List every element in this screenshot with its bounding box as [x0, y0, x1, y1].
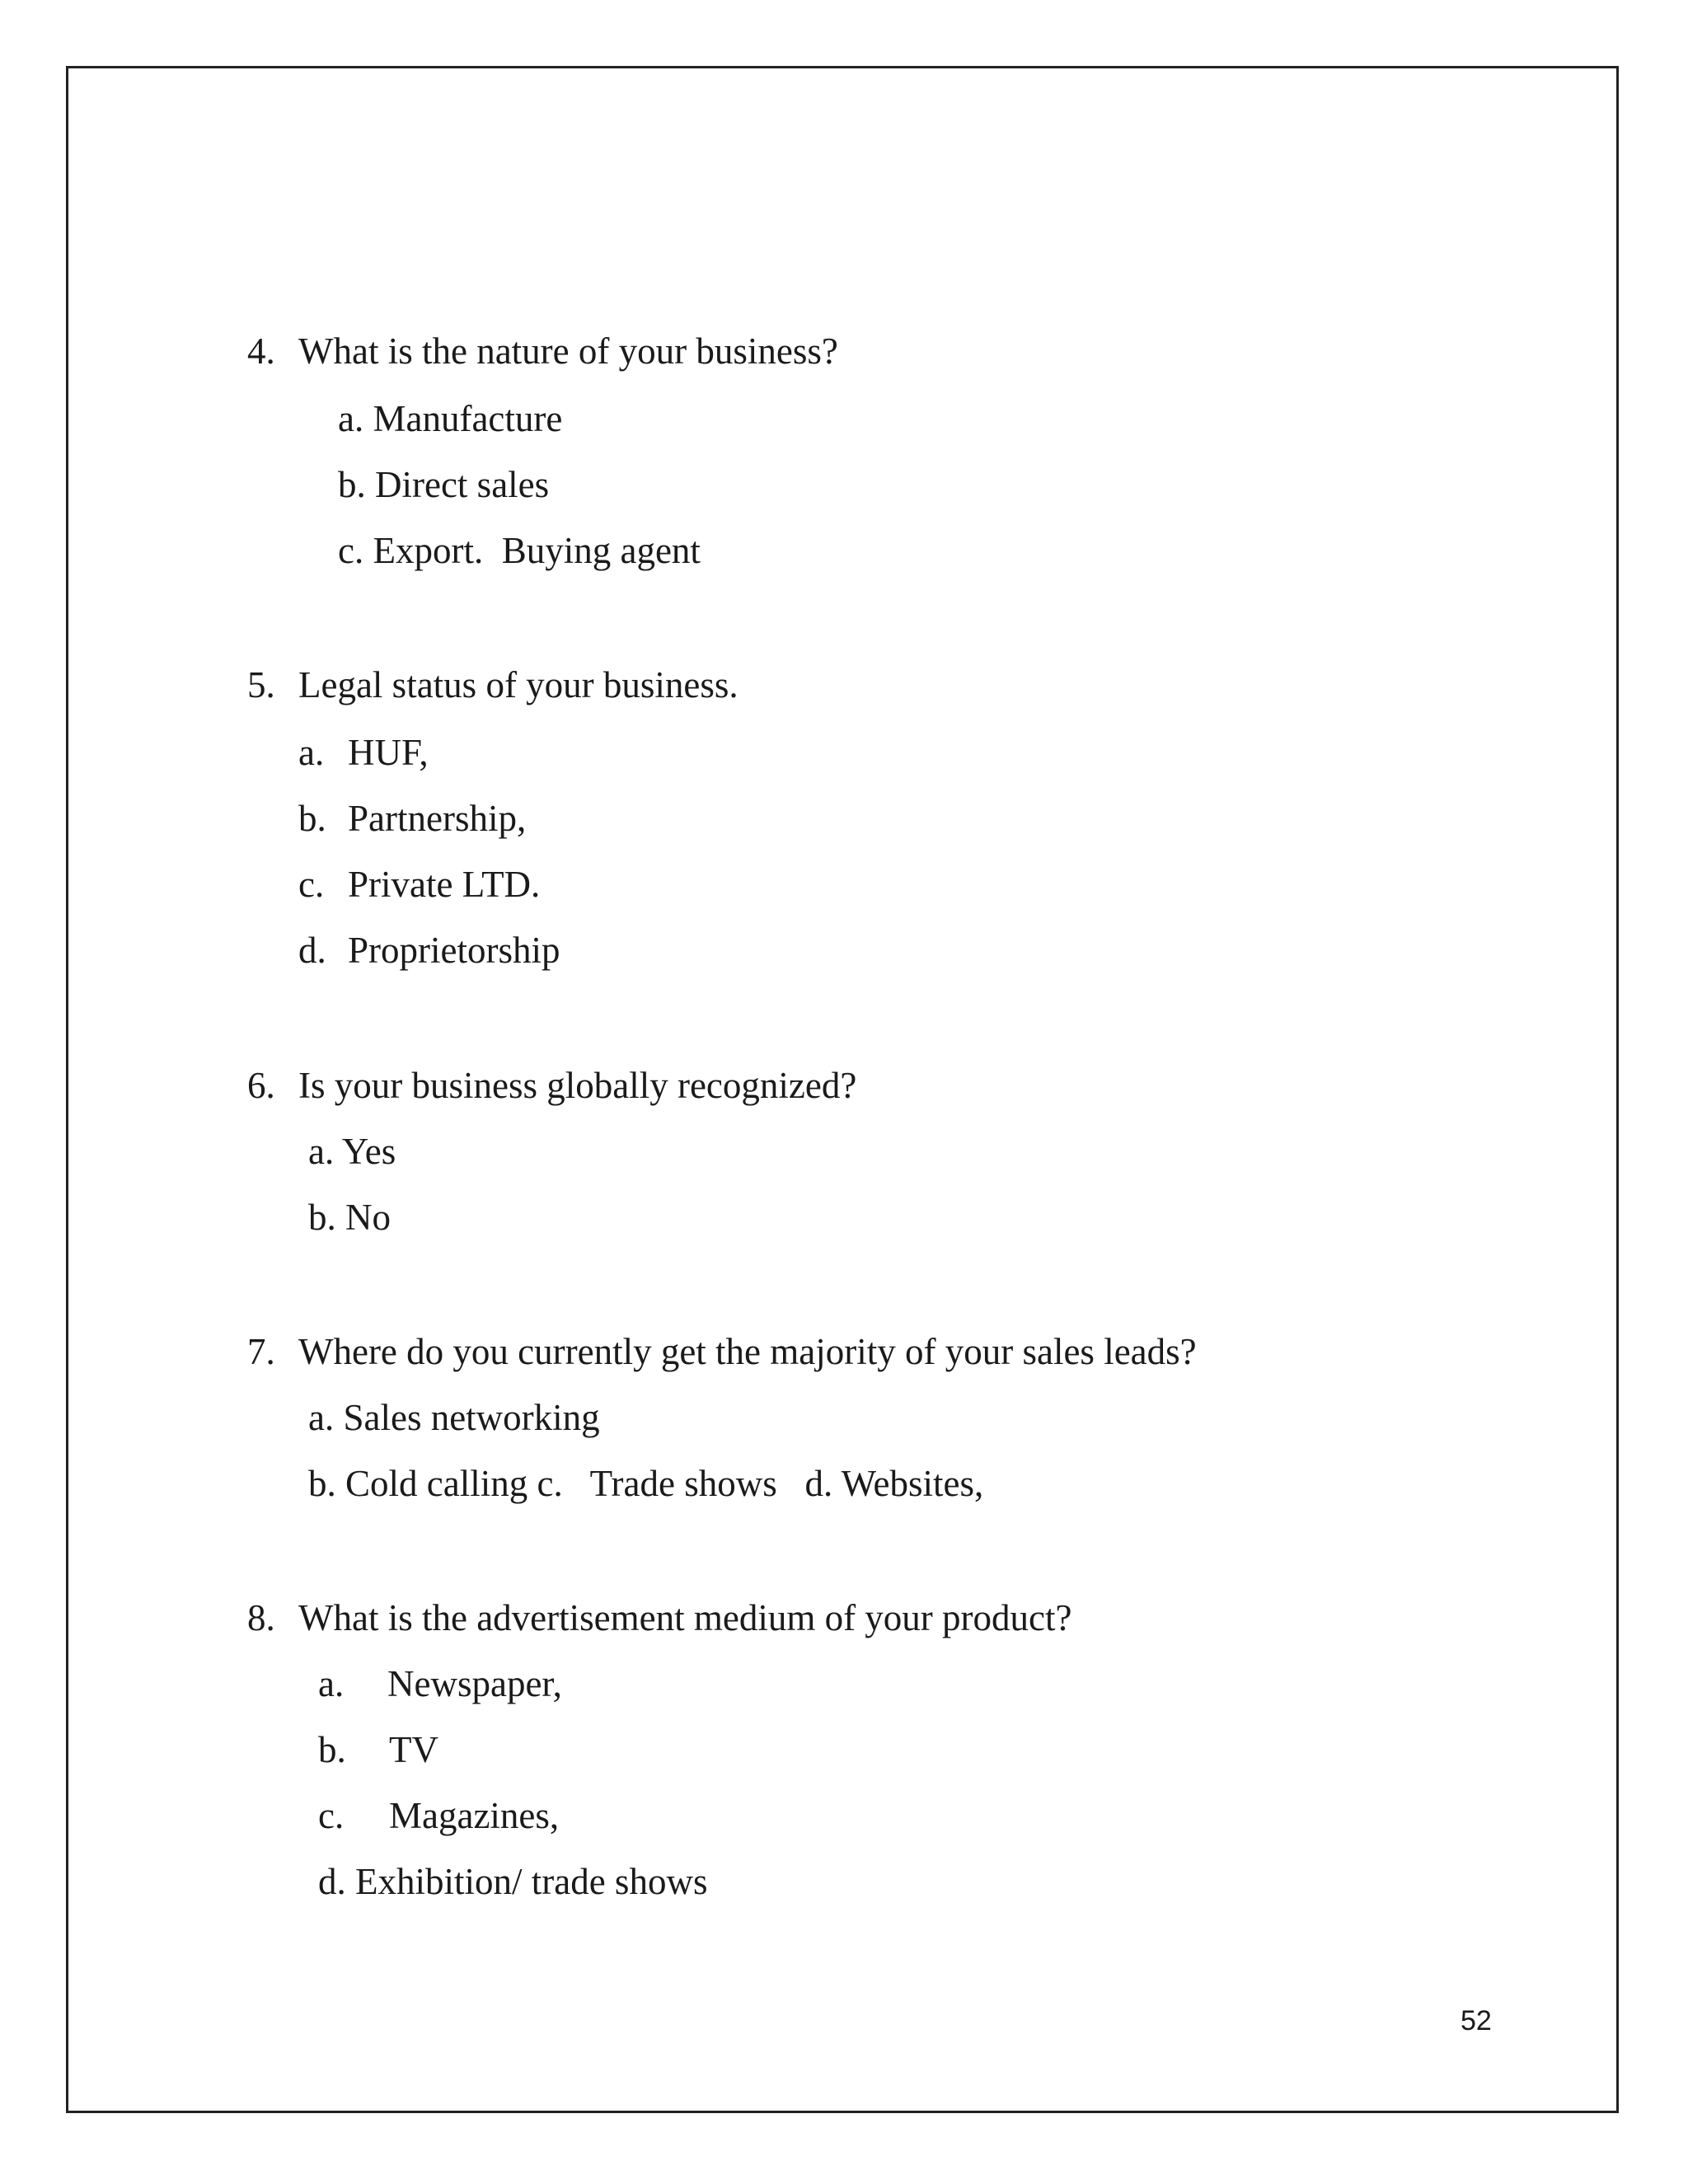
option: a. Yes [308, 1131, 396, 1172]
option: Proprietorship [348, 930, 560, 971]
option-marker: b. [298, 798, 326, 839]
option: Magazines, [389, 1795, 560, 1836]
option: Newspaper, [387, 1663, 562, 1704]
question-number: 6. [247, 1065, 275, 1106]
option: d. Exhibition/ trade shows [318, 1861, 708, 1902]
option-marker: a. [298, 732, 325, 773]
question-text: Where do you currently get the majority of your sales leads? [298, 1331, 1197, 1372]
option: a. Manufacture [338, 398, 563, 439]
question-text: Legal status of your business. [298, 664, 738, 705]
question-number: 8. [247, 1597, 275, 1638]
option-marker: b. [318, 1729, 346, 1770]
option: a. Sales networking [308, 1397, 600, 1438]
option-marker: d. [298, 930, 326, 971]
option-marker: c. [298, 864, 325, 905]
question-text: What is the nature of your business? [298, 330, 838, 372]
option-marker: a. [318, 1663, 345, 1704]
option: b. Cold calling c. Trade shows d. Websites, [308, 1463, 984, 1504]
question-number: 7. [247, 1331, 275, 1372]
option: Private LTD. [348, 864, 541, 905]
option: Partnership, [348, 798, 527, 839]
question-text: Is your business globally recognized? [298, 1065, 857, 1106]
option: TV [389, 1729, 438, 1770]
option-marker: c. [318, 1795, 345, 1836]
option: b. Direct sales [338, 464, 550, 505]
page-number: 52 [1461, 2005, 1492, 2036]
question-number: 4. [247, 330, 275, 372]
question-number: 5. [247, 664, 275, 705]
option: c. Export. Buying agent [338, 530, 701, 571]
option: b. No [308, 1197, 391, 1238]
option: HUF, [348, 732, 429, 773]
question-text: What is the advertisement medium of your product? [298, 1597, 1072, 1638]
